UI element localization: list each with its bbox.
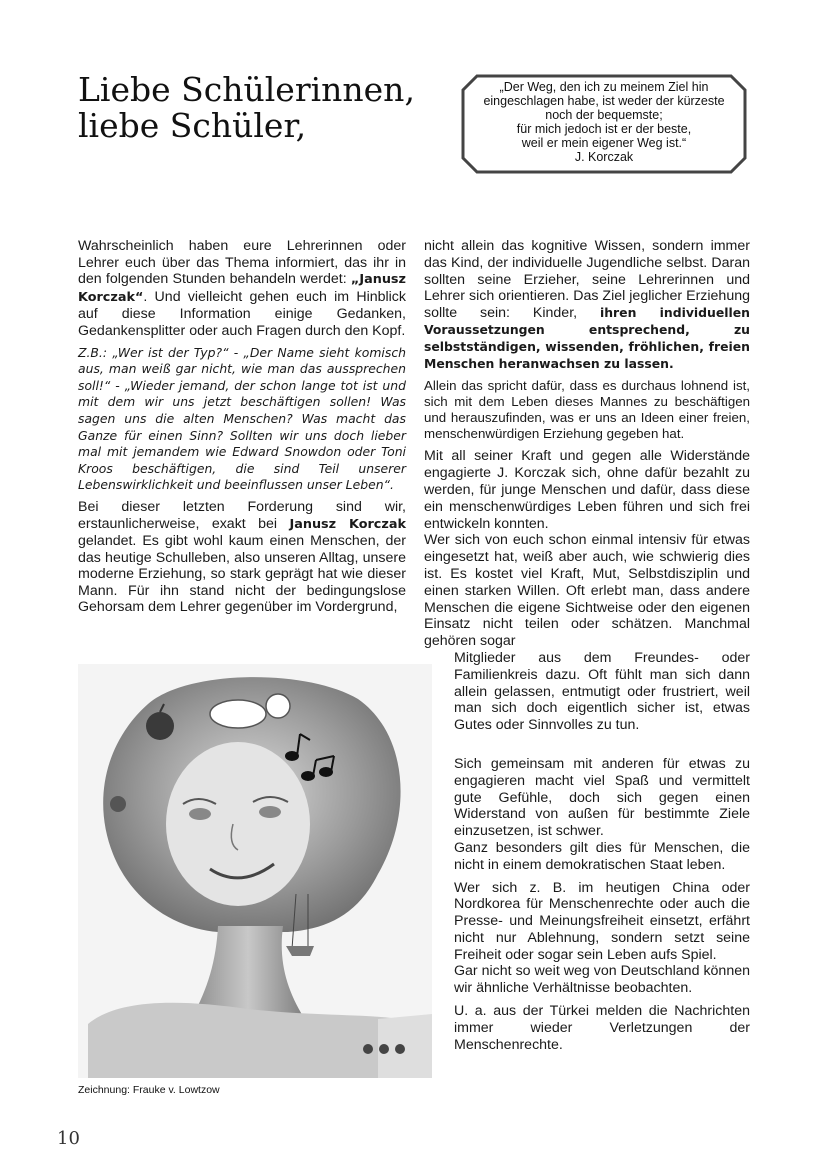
paragraph: Sich gemeinsam mit anderen für etwas zu engagieren macht viel Spaß und vermittelt gute Gefühle, doch sich gegen einen Widerstand von außen für bestimmte Ziele einzusetzen, ist schwer. — [454, 755, 750, 840]
quote-line: noch der bequemste; — [545, 108, 663, 122]
paragraph: Mit all seiner Kraft und gegen alle Widerstände engagierte J. Korczak sich, ohne dafür bezahlt zu werden, für junge Menschen und dafür, dass diese ein menschenwürdiges Leben führen und sich frei entwickeln konnten. — [424, 448, 750, 532]
quote-line: weil er mein eigener Weg ist.“ — [521, 136, 687, 150]
quote-box — [461, 74, 747, 174]
figure-caption: Zeichnung: Frauke v. Lowtzow — [78, 1084, 220, 1096]
quote-line: „Der Weg, den ich zu meinem Ziel hin — [499, 80, 709, 94]
bold-name: „Janusz Korczak“ — [78, 272, 406, 305]
bold-name: Janusz Korczak — [289, 516, 406, 532]
paragraph: Mitglieder aus dem Freundes- oder Familienkreis dazu. Oft fühlt man sich dann allein gelassen, entmutigt oder frustriert, weil man sich doch eigentlich sicher ist, etwas Gutes oder Sinnvolles zu tun. — [454, 649, 750, 734]
cloud-icon — [210, 700, 266, 728]
left-eye — [189, 808, 211, 820]
sun-icon — [266, 694, 290, 718]
paragraph: nicht allein das kognitive Wissen, sondern immer das Kind, der individuelle Jugendliche selbst. Daran sollten seine Erzieher, seine Lehrerinnen und Lehrer sich orientieren. Das Ziel jeglicher Erziehung sollte sein: Kinder, ihren individuellen Voraussetzungen entsprechend, zu selbstständigen, wissenden, fröhlichen, freien Menschen heranwachsen zu lassen. — [424, 238, 750, 371]
paragraph: Wer sich z. B. im heutigen China oder Nordkorea für Menschenrechte oder auch die Presse- und Meinungsfreiheit einsetzt, erfährt nicht nur Ablehnung, sondern setzt seine Freiheit oder sogar sein Leben aufs Spiel. — [454, 879, 750, 963]
title-line-1: Liebe Schülerinnen, — [78, 70, 415, 109]
bold-statement: ihren individuellen Voraussetzungen entsprechend, zu selbstständigen, wissenden, fröhlichen, freien Menschen heranwachsen zu lassen. — [424, 305, 750, 371]
paragraph: Allein das spricht dafür, dass es durchaus lohnend ist, sich mit dem Leben dieses Mannes zu beschäftigen und herauszufinden, was er uns an Ideen einer freien, menschenwürdigen Erziehung gegeben hat. — [424, 378, 750, 442]
quote-text — [475, 80, 733, 164]
apple-icon — [146, 712, 174, 740]
quote-line: für mich jedoch ist er der beste, — [516, 122, 692, 136]
paragraph: Bei dieser letzten Forderung sind wir, erstaunlicherweise, exakt bei Janusz Korczak gelandet. Es gibt wohl kaum einen Menschen, der das heutige Schulleben, also unseren Alltag, unsere moderne Erziehung, so stark geprägt hat wie dieser Mann. Für ihn stand nicht der bedingungslose Gehorsam dem Lehrer gegenüber im Vordergrund, — [78, 498, 406, 616]
right-column — [424, 238, 750, 1059]
paragraph: Ganz besonders gilt dies für Menschen, die nicht in einem demokratischen Staat leben. — [454, 839, 750, 873]
page-number: 10 — [57, 1128, 80, 1149]
paragraph: Wahrscheinlich haben eure Lehrerinnen oder Lehrer euch über das Thema informiert, das ihr in den folgenden Stunden behandeln werdet: „Janusz Korczak“. Und vielleicht gehen euch im Hinblick auf diese Information einige Gedanken, Gedankensplitter oder auch Fragen durch den Kopf. — [78, 238, 406, 339]
paragraph: U. a. aus der Türkei melden die Nachrichten immer wieder Verletzungen der Menschenrechte. — [454, 1003, 750, 1053]
face — [166, 742, 310, 906]
flower-icon — [110, 796, 126, 812]
quote-author: J. Korczak — [574, 150, 634, 164]
tree-face-drawing — [78, 664, 432, 1078]
title-line-2: liebe Schüler, — [78, 106, 307, 145]
page-title — [78, 72, 438, 144]
paragraph: Gar nicht so weit weg von Deutschland können wir ähnliche Verhältnisse beobachten. — [454, 963, 750, 997]
left-column — [78, 238, 406, 621]
right-eye — [259, 806, 281, 818]
paragraph-quotes: Z.B.: „Wer ist der Typ?“ - „Der Name sieht komisch aus, man weiß gar nicht, wie man das aussprechen soll!“ - „Wieder jemand, der schon lange tot ist und mit dem wir uns jetzt beschäftigen sollen! Was sagen uns die alten Menschen? Was macht das Ganze für einen Sinn? Sollten wir uns doch lieber mal mit jemandem wie Edward Snowdon oder Toni Kroos beschäftigen, die sind Teil unserer Lebenswirklichkeit und beeinflussen unser Leben“. — [78, 344, 406, 493]
paragraph: Wer sich von euch schon einmal intensiv für etwas eingesetzt hat, weiß aber auch, wie schwierig dies ist. Es kostet viel Kraft, Mut, Selbstdisziplin und einen starken Willen. Oft erlebt man, dass andere Menschen die eigene Sichtweise oder den eigenen Einsatz nicht teilen oder schätzen. Manchmal gehören sogar — [424, 532, 750, 650]
quote-line: eingeschlagen habe, ist weder der kürzeste — [483, 94, 725, 108]
